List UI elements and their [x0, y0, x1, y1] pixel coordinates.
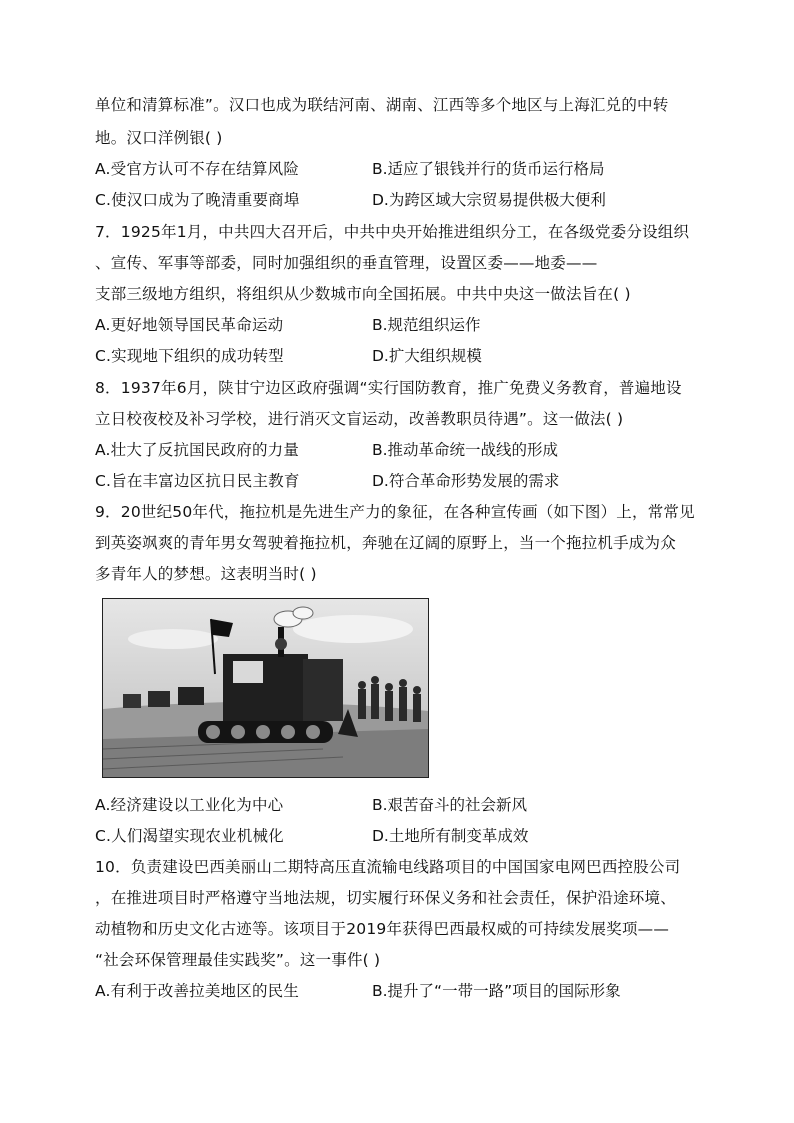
- q6-option-c: C.使汉口成为了晚清重要商埠: [95, 191, 300, 209]
- q9-option-a: A.经济建设以工业化为中心: [95, 796, 284, 814]
- q7-option-b: B.规范组织运作: [372, 316, 481, 334]
- q8-option-b: B.推动革命统一战线的形成: [372, 441, 559, 459]
- q6-option-a: A.受官方认可不存在结算风险: [95, 160, 300, 178]
- q10-option-a: A.有利于改善拉美地区的民生: [95, 982, 300, 1000]
- q8-stem-line-2: 立日校夜校及补习学校，进行消灭文盲运动，改善教职员待遇”。这一做法( ): [95, 410, 624, 428]
- q10-stem-line-1: 10．负责建设巴西美丽山二期特高压直流输电线路项目的中国国家电网巴西控股公司: [95, 858, 681, 876]
- q6-option-d: D.为跨区域大宗贸易提供极大便利: [372, 191, 606, 209]
- q9-option-b: B.艰苦奋斗的社会新风: [372, 796, 528, 814]
- q10-stem-line-3: 动植物和历史文化古迹等。该项目于2019年获得巴西最权威的可持续发展奖项——: [95, 920, 670, 938]
- q7-option-d: D.扩大组织规模: [372, 347, 482, 365]
- q9-option-c: C.人们渴望实现农业机械化: [95, 827, 284, 845]
- q9-stem-line-1: 9．20世纪50年代，拖拉机是先进生产力的象征，在各种宣传画（如下图）上，常常见: [95, 503, 695, 521]
- q7-stem-line-1: 7．1925年1月，中共四大召开后，中共中央开始推进组织分工，在各级党委分设组织: [95, 223, 690, 241]
- q6-stem-line-2: 地。汉口洋例银( ): [95, 129, 223, 147]
- q10-stem-line-4: “社会环保管理最佳实践奖”。这一事件( ): [95, 951, 381, 969]
- q8-stem-line-1: 8．1937年6月，陕甘宁边区政府强调“实行国防教育，推广免费义务教育，普遍地设: [95, 379, 682, 397]
- q10-option-b: B.提升了“一带一路”项目的国际形象: [372, 982, 621, 1000]
- q7-option-a: A.更好地领导国民革命运动: [95, 316, 284, 334]
- q7-option-c: C.实现地下组织的成功转型: [95, 347, 284, 365]
- q9-stem-line-2: 到英姿飒爽的青年男女驾驶着拖拉机，奔驰在辽阔的原野上，当一个拖拉机手成为众: [95, 534, 676, 552]
- tractor-propaganda-image: [102, 598, 429, 778]
- q6-stem-line-1: 单位和清算标准”。汉口也成为联结河南、湖南、江西等多个地区与上海汇兑的中转: [95, 96, 669, 114]
- q9-stem-line-3: 多青年人的梦想。这表明当时( ): [95, 565, 317, 583]
- q7-stem-line-3: 支部三级地方组织，将组织从少数城市向全国拓展。中共中央这一做法旨在( ): [95, 285, 631, 303]
- q8-option-a: A.壮大了反抗国民政府的力量: [95, 441, 300, 459]
- q8-option-c: C.旨在丰富边区抗日民主教育: [95, 472, 300, 490]
- q9-option-d: D.土地所有制变革成效: [372, 827, 529, 845]
- q6-option-b: B.适应了银钱并行的货币运行格局: [372, 160, 605, 178]
- q8-option-d: D.符合革命形势发展的需求: [372, 472, 560, 490]
- q7-stem-line-2: 、宣传、军事等部委，同时加强组织的垂直管理，设置区委——地委——: [95, 254, 598, 272]
- q10-stem-line-2: ，在推进项目时严格遵守当地法规，切实履行环保义务和社会责任，保护沿途环境、: [95, 889, 676, 907]
